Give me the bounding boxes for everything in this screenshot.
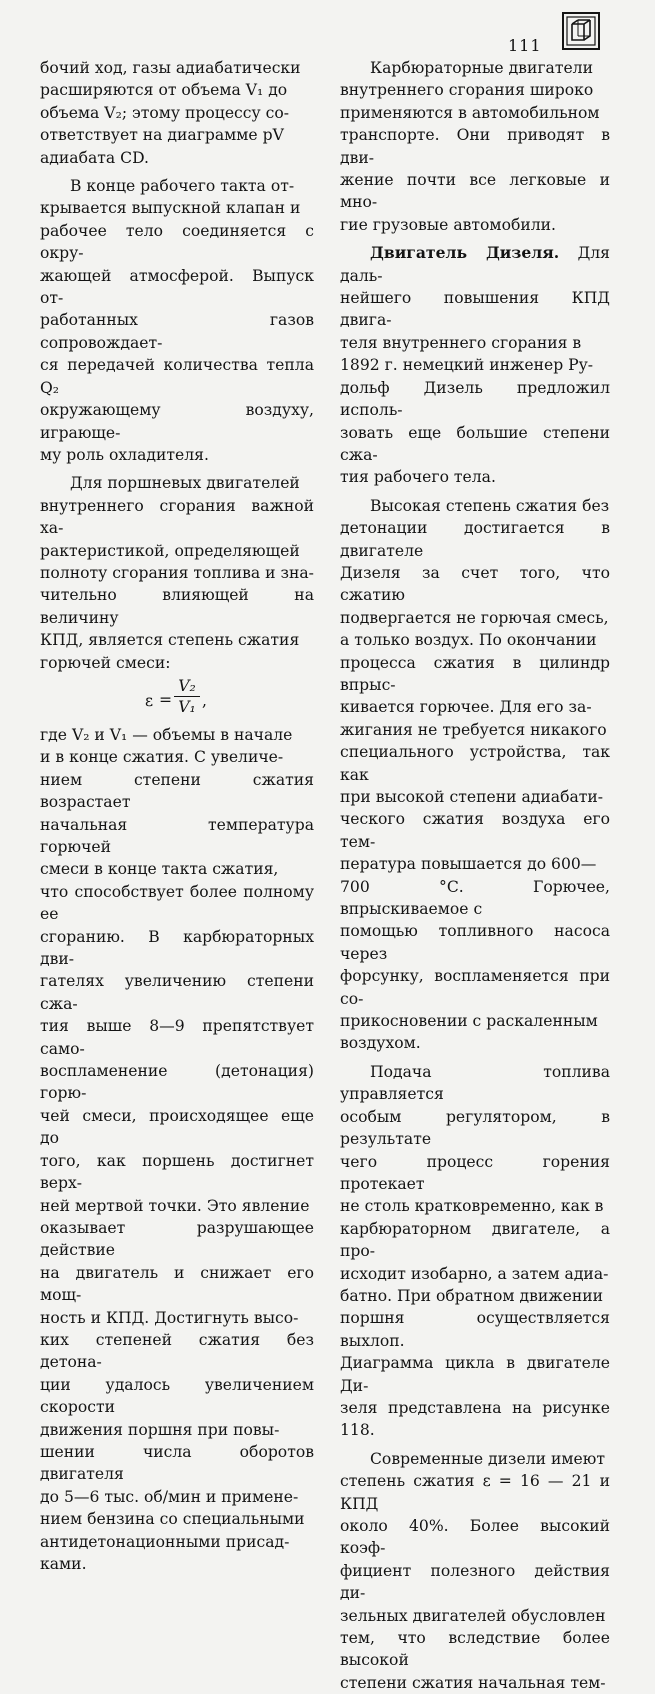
text-line: КПД, является степень сжатия xyxy=(40,631,300,650)
text-line: теля внутреннего сгорания в xyxy=(340,333,582,352)
text-line: транспорте. Они приводят в дви- xyxy=(340,126,610,167)
formula-equals: = xyxy=(159,690,173,709)
text-line: оказывает разрушающее действие xyxy=(40,1218,314,1260)
text-line: жигания не требуется никакого xyxy=(340,720,607,739)
text-line: Для даль- xyxy=(340,244,610,285)
text-line: жающей атмосферой. Выпуск от- xyxy=(40,266,314,308)
text-line: тия выше 8—9 препятствует само- xyxy=(40,1017,314,1058)
text-line: исходит изобарно, а затем адиа- xyxy=(340,1264,609,1283)
book-frame-icon xyxy=(562,12,600,50)
text-line: применяются в автомобильном xyxy=(340,103,600,122)
compression-ratio-formula xyxy=(40,674,314,724)
text-line: шении числа оборотов двигателя xyxy=(40,1442,314,1484)
left-paragraph-3 xyxy=(40,472,314,674)
text-line: внутреннего сгорания широко xyxy=(340,81,594,100)
text-line: воздухом. xyxy=(340,1034,421,1053)
text-line: ность и КПД. Достигнуть высо- xyxy=(40,1308,299,1327)
page-number: 111 xyxy=(508,36,542,55)
right-paragraph-3 xyxy=(340,495,610,1055)
text-line: фициент полезного действия ди- xyxy=(340,1561,610,1603)
text-line: рабочее тело соединяется с окру- xyxy=(40,221,314,263)
text-line: зеля представлена на рисунке 118. xyxy=(340,1398,610,1440)
text-line: степень сжатия ε = 16 — 21 и КПД xyxy=(340,1472,610,1513)
text-line: зельных двигателей обусловлен xyxy=(340,1606,606,1625)
text-line: не столь кратковременно, как в xyxy=(340,1197,604,1216)
text-line: гие грузовые автомобили. xyxy=(340,215,556,234)
formula-symbol: ε xyxy=(145,691,154,710)
text-line: полноту сгорания топлива и зна- xyxy=(40,563,314,582)
text-line: Диаграмма цикла в двигателе Ди- xyxy=(340,1354,610,1395)
text-line: чего процесс горения протекает xyxy=(340,1152,610,1193)
text-line: 1892 г. немецкий инженер Ру- xyxy=(340,356,594,375)
text-line: где V₂ и V₁ — объемы в начале xyxy=(40,725,293,744)
text-line: му роль охладителя. xyxy=(40,445,209,464)
text-line: расширяются от объема V₁ до xyxy=(40,81,288,100)
text-line: до 5—6 тыс. об/мин и примене- xyxy=(40,1487,299,1506)
text-line: бочий ход, газы адиабатически xyxy=(40,59,301,77)
text-line: объема V₂; этому процессу со- xyxy=(40,103,290,122)
text-line: карбюраторном двигателе, а про- xyxy=(340,1219,610,1261)
text-line: специального устройства, так как xyxy=(340,743,610,784)
formula-comma: , xyxy=(202,691,207,710)
text-line: окружающему воздуху, играюще- xyxy=(40,401,314,442)
text-line: Высокая степень сжатия без xyxy=(370,496,610,515)
formula-denominator: V₁ xyxy=(178,697,196,716)
text-line: Дизеля за счет того, что сжатию xyxy=(340,563,610,605)
right-paragraph-2 xyxy=(340,242,610,488)
text-line: Карбюраторные двигатели xyxy=(370,59,593,77)
text-line: сгоранию. В карбюраторных дви- xyxy=(40,927,314,969)
text-line: около 40%. Более высокий коэф- xyxy=(340,1517,610,1558)
text-line: ся передачей количества тепла Q₂ xyxy=(40,356,314,397)
text-line: жение почти все легковые и мно- xyxy=(340,171,610,212)
text-line: кивается горючее. Для его за- xyxy=(340,698,592,717)
text-line: ческого сжатия воздуха его тем- xyxy=(340,810,610,851)
text-line: крывается выпускной клапан и xyxy=(40,199,301,218)
text-line: смеси в конце такта сжатия, xyxy=(40,860,279,879)
text-line: подвергается не горючая смесь, xyxy=(340,608,609,627)
section-heading: Двигатель Дизеля. xyxy=(370,243,560,263)
left-paragraph-1 xyxy=(40,57,314,169)
text-line: а только воздух. По окончании xyxy=(340,631,597,650)
formula-numerator: V₂ xyxy=(174,676,200,697)
text-line: зовать еще большие степени сжа- xyxy=(340,423,610,464)
text-line: ции удалось увеличением скорости xyxy=(40,1375,314,1417)
text-line: на двигатель и снижает его мощ- xyxy=(40,1263,314,1305)
text-line: 700 °С. Горючее, впрыскиваемое с xyxy=(340,877,610,919)
text-line: что способствует более полному ее xyxy=(40,882,314,924)
text-line: ней мертвой точки. Это явление xyxy=(40,1196,310,1215)
left-column xyxy=(40,57,314,1575)
text-line: тем, что вследствие более высокой xyxy=(340,1629,610,1670)
text-line: гателях увеличению степени сжа- xyxy=(40,972,314,1013)
text-line: поршня осуществляется выхлоп. xyxy=(340,1309,610,1350)
text-line: особым регулятором, в результате xyxy=(340,1107,610,1149)
text-line: батно. При обратном движении xyxy=(340,1286,604,1305)
text-line: ками. xyxy=(40,1555,87,1573)
text-line: воспламенение (детонация) горю- xyxy=(40,1062,314,1103)
text-line: степени сжатия начальная тем- xyxy=(340,1673,606,1692)
text-line: внутреннего сгорания важной ха- xyxy=(40,496,314,538)
right-paragraph-1 xyxy=(340,57,610,236)
text-line: нейшего повышения КПД двига- xyxy=(340,289,610,330)
text-line: ответствует на диаграмме pV xyxy=(40,126,284,145)
text-line: горючей смеси: xyxy=(40,653,171,672)
text-line: того, как поршень достигнет верх- xyxy=(40,1151,314,1193)
text-line: В конце рабочего такта от- xyxy=(70,177,295,196)
formula-fraction xyxy=(174,676,200,717)
text-line: чей смеси, происходящее еще до xyxy=(40,1106,314,1148)
text-line: дольф Дизель предложил исполь- xyxy=(340,378,610,420)
right-column xyxy=(340,57,610,1694)
text-line: ких степеней сжатия без детона- xyxy=(40,1330,314,1372)
text-line: пература повышается до 600— xyxy=(340,855,597,874)
text-line: форсунку, воспламеняется при со- xyxy=(340,967,610,1008)
text-line: Для поршневых двигателей xyxy=(70,474,300,493)
text-line: чительно влияющей на величину xyxy=(40,586,314,627)
text-line: нием бензина со специальными xyxy=(40,1510,305,1529)
text-line: и в конце сжатия. С увеличе- xyxy=(40,748,284,767)
text-line: Подача топлива управляется xyxy=(340,1062,610,1104)
right-paragraph-5 xyxy=(340,1448,610,1694)
text-line: антидетонационными присад- xyxy=(40,1532,290,1551)
text-line: нием степени сжатия возрастает xyxy=(40,770,314,812)
text-line: движения поршня при повы- xyxy=(40,1420,280,1439)
text-line: процесса сжатия в цилиндр впрыс- xyxy=(340,653,610,694)
text-line: детонации достигается в двигателе xyxy=(340,519,610,560)
text-line: рактеристикой, определяющей xyxy=(40,541,300,560)
left-paragraph-4 xyxy=(40,724,314,1575)
right-paragraph-4 xyxy=(340,1061,610,1442)
text-line: работанных газов сопровождает- xyxy=(40,311,314,352)
text-line: при высокой степени адиабати- xyxy=(340,788,604,806)
text-line: прикосновении с раскаленным xyxy=(340,1012,598,1031)
text-line: помощью топливного насоса через xyxy=(340,922,610,963)
left-paragraph-2 xyxy=(40,175,314,466)
text-line: начальная температура горючей xyxy=(40,815,314,856)
text-line: адиабата CD. xyxy=(40,148,149,167)
text-line: тия рабочего тела. xyxy=(340,468,496,487)
text-line: Современные дизели имеют xyxy=(370,1449,605,1468)
